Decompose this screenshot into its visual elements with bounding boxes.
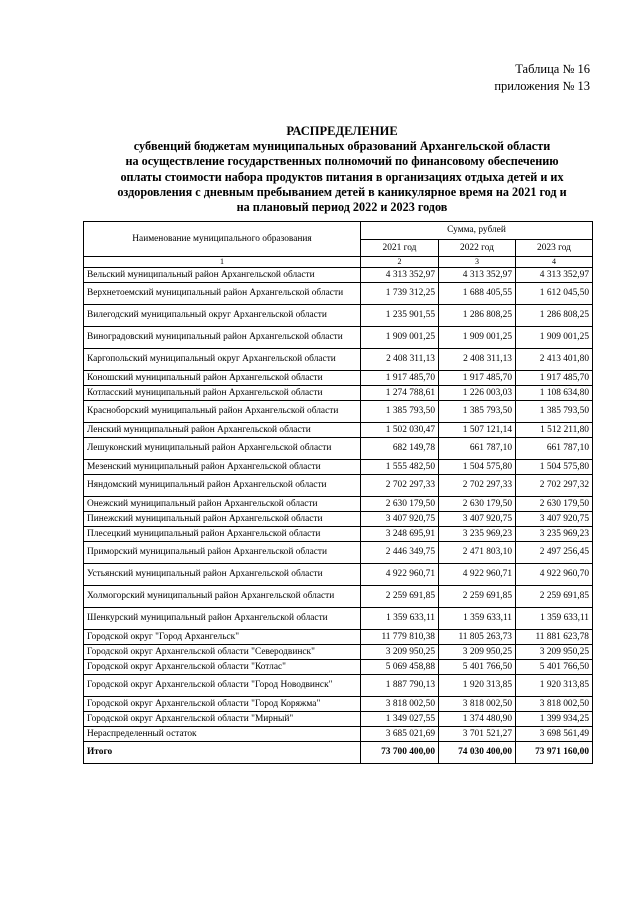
table-row: [84, 268, 593, 283]
amount-2021: 1 909 001,25: [361, 327, 439, 349]
amount-2023: 661 787,10: [516, 438, 593, 460]
total-row: [84, 742, 593, 764]
municipality-name: Красноборский муниципальный район Архангельской области: [84, 401, 361, 423]
amount-2022: 3 209 950,25: [439, 645, 516, 660]
amount-2023: 1 512 211,80: [516, 423, 593, 438]
amount-2023: 3 818 002,50: [516, 697, 593, 712]
table-row: [84, 527, 593, 542]
municipality-name: Городской округ Архангельской области "Город Коряжма": [84, 697, 361, 712]
table-row: [84, 497, 593, 512]
total-2023: 73 971 160,00: [516, 742, 593, 764]
amount-2021: 1 349 027,55: [361, 712, 439, 727]
heading-line-5: на плановый период 2022 и 2023 годов: [236, 200, 448, 215]
amount-2022: 1 909 001,25: [439, 327, 516, 349]
municipality-name: Городской округ Архангельской области "Мирный": [84, 712, 361, 727]
table-row: [84, 283, 593, 305]
distribution-table: [83, 221, 593, 764]
column-header-2023: 2023 год: [516, 239, 593, 257]
amount-2023: 2 259 691,85: [516, 586, 593, 608]
amount-2023: 1 399 934,25: [516, 712, 593, 727]
total-2021: 73 700 400,00: [361, 742, 439, 764]
table-row: [84, 438, 593, 460]
table-row: [84, 423, 593, 438]
table-row: [84, 697, 593, 712]
table-row: [84, 660, 593, 675]
amount-2021: 3 248 695,91: [361, 527, 439, 542]
municipality-name: Коношский муниципальный район Архангельской области: [84, 371, 361, 386]
column-number-4: 4: [516, 257, 593, 268]
column-number-2: 2: [361, 257, 439, 268]
municipality-name: Шенкурский муниципальный район Архангельской области: [84, 608, 361, 630]
municipality-name: Холмогорский муниципальный район Архангельской области: [84, 586, 361, 608]
amount-2021: 3 209 950,25: [361, 645, 439, 660]
municipality-name: Онежский муниципальный район Архангельской области: [84, 497, 361, 512]
amount-2022: 1 507 121,14: [439, 423, 516, 438]
amount-2021: 1 385 793,50: [361, 401, 439, 423]
municipality-name: Плесецкий муниципальный район Архангельской области: [84, 527, 361, 542]
table-row: [84, 608, 593, 630]
amount-2021: 682 149,78: [361, 438, 439, 460]
table-row: [84, 371, 593, 386]
municipality-name: Приморский муниципальный район Архангельской области: [84, 542, 361, 564]
municipality-name: Няндомский муниципальный район Архангельской области: [84, 475, 361, 497]
amount-2021: 2 408 311,13: [361, 349, 439, 371]
municipality-name: Нераспределенный остаток: [84, 727, 361, 742]
amount-2021: 3 685 021,69: [361, 727, 439, 742]
amount-2021: 4 922 960,71: [361, 564, 439, 586]
table-row: [84, 675, 593, 697]
amount-2022: 1 226 003,03: [439, 386, 516, 401]
table-row: [84, 475, 593, 497]
municipality-name: Вилегодский муниципальный округ Архангельской области: [84, 305, 361, 327]
amount-2021: 1 917 485,70: [361, 371, 439, 386]
amount-2022: 2 630 179,50: [439, 497, 516, 512]
amount-2021: 1 235 901,55: [361, 305, 439, 327]
amount-2023: 5 401 766,50: [516, 660, 593, 675]
table-row: [84, 460, 593, 475]
table-row: [84, 630, 593, 645]
table-row: [84, 305, 593, 327]
amount-2022: 1 374 480,90: [439, 712, 516, 727]
amount-2021: 1 274 788,61: [361, 386, 439, 401]
amount-2021: 2 702 297,33: [361, 475, 439, 497]
heading-line-3: оплаты стоимости набора продуктов питания в организациях отдыха детей и их: [120, 169, 564, 184]
amount-2022: 3 701 521,27: [439, 727, 516, 742]
document-heading: [68, 124, 616, 215]
table-row: [84, 645, 593, 660]
table-row: [84, 401, 593, 423]
amount-2021: 2 630 179,50: [361, 497, 439, 512]
amount-2022: 4 313 352,97: [439, 268, 516, 283]
amount-2023: 1 920 313,85: [516, 675, 593, 697]
amount-2023: 1 909 001,25: [516, 327, 593, 349]
amount-2022: 5 401 766,50: [439, 660, 516, 675]
amount-2021: 5 069 458,88: [361, 660, 439, 675]
amount-2022: 3 407 920,75: [439, 512, 516, 527]
table-row: [84, 349, 593, 371]
amount-2023: 3 407 920,75: [516, 512, 593, 527]
municipality-name: Виноградовский муниципальный район Архангельской области: [84, 327, 361, 349]
municipality-name: Верхнетоемский муниципальный район Архангельской области: [84, 283, 361, 305]
table-reference: [494, 61, 590, 95]
table-row: [84, 327, 593, 349]
amount-2023: 2 630 179,50: [516, 497, 593, 512]
document-title: РАСПРЕДЕЛЕНИЕ: [286, 124, 398, 138]
amount-2023: 2 702 297,32: [516, 475, 593, 497]
amount-2023: 1 504 575,80: [516, 460, 593, 475]
amount-2022: 1 920 313,85: [439, 675, 516, 697]
table-row: [84, 727, 593, 742]
heading-line-2: на осуществление государственных полномочий по финансовому обеспечению: [125, 154, 559, 169]
amount-2023: 4 313 352,97: [516, 268, 593, 283]
amount-2022: 4 922 960,71: [439, 564, 516, 586]
table-number: Таблица № 16: [515, 62, 590, 76]
municipality-name: Городской округ Архангельской области "Северодвинск": [84, 645, 361, 660]
amount-2022: 2 259 691,85: [439, 586, 516, 608]
column-header-name: Наименование муниципального образования: [84, 222, 361, 257]
amount-2023: 2 497 256,45: [516, 542, 593, 564]
column-header-2022: 2022 год: [439, 239, 516, 257]
municipality-name: Пинежский муниципальный район Архангельской области: [84, 512, 361, 527]
amount-2022: 3 235 969,23: [439, 527, 516, 542]
total-label: Итого: [84, 742, 361, 764]
amount-2023: 3 209 950,25: [516, 645, 593, 660]
amount-2022: 1 286 808,25: [439, 305, 516, 327]
amount-2023: 1 359 633,11: [516, 608, 593, 630]
column-header-sum: Сумма, рублей: [361, 222, 593, 240]
table-row: [84, 712, 593, 727]
amount-2022: 1 385 793,50: [439, 401, 516, 423]
appendix-number: приложения № 13: [494, 79, 590, 93]
total-2022: 74 030 400,00: [439, 742, 516, 764]
amount-2022: 1 688 405,55: [439, 283, 516, 305]
amount-2021: 11 779 810,38: [361, 630, 439, 645]
municipality-name: Каргопольский муниципальный округ Архангельской области: [84, 349, 361, 371]
amount-2022: 11 805 263,73: [439, 630, 516, 645]
amount-2021: 2 446 349,75: [361, 542, 439, 564]
amount-2023: 1 917 485,70: [516, 371, 593, 386]
amount-2023: 1 612 045,50: [516, 283, 593, 305]
municipality-name: Городской округ "Город Архангельск": [84, 630, 361, 645]
heading-line-4: оздоровления с дневным пребыванием детей в каникулярное время на 2021 год и: [117, 184, 567, 199]
amount-2021: 1 502 030,47: [361, 423, 439, 438]
table-row: [84, 386, 593, 401]
amount-2022: 2 408 311,13: [439, 349, 516, 371]
amount-2023: 1 385 793,50: [516, 401, 593, 423]
column-header-2021: 2021 год: [361, 239, 439, 257]
amount-2021: 3 818 002,50: [361, 697, 439, 712]
amount-2021: 1 739 312,25: [361, 283, 439, 305]
municipality-name: Вельский муниципальный район Архангельской области: [84, 268, 361, 283]
amount-2021: 2 259 691,85: [361, 586, 439, 608]
municipality-name: Городской округ Архангельской области "Город Новодвинск": [84, 675, 361, 697]
amount-2022: 661 787,10: [439, 438, 516, 460]
table-row: [84, 512, 593, 527]
amount-2023: 3 698 561,49: [516, 727, 593, 742]
amount-2023: 3 235 969,23: [516, 527, 593, 542]
table-row: [84, 564, 593, 586]
column-number-3: 3: [439, 257, 516, 268]
amount-2022: 1 359 633,11: [439, 608, 516, 630]
amount-2022: 2 702 297,33: [439, 475, 516, 497]
amount-2023: 1 286 808,25: [516, 305, 593, 327]
municipality-name: Городской округ Архангельской области "Котлас": [84, 660, 361, 675]
amount-2021: 1 555 482,50: [361, 460, 439, 475]
amount-2023: 4 922 960,70: [516, 564, 593, 586]
heading-line-1: субвенций бюджетам муниципальных образований Архангельской области: [133, 139, 551, 154]
amount-2023: 1 108 634,80: [516, 386, 593, 401]
table-row: [84, 542, 593, 564]
column-number-1: 1: [84, 257, 361, 268]
amount-2021: 1 887 790,13: [361, 675, 439, 697]
municipality-name: Устьянский муниципальный район Архангельской области: [84, 564, 361, 586]
table-row: [84, 586, 593, 608]
municipality-name: Ленский муниципальный район Архангельской области: [84, 423, 361, 438]
amount-2022: 1 917 485,70: [439, 371, 516, 386]
amount-2022: 2 471 803,10: [439, 542, 516, 564]
amount-2021: 4 313 352,97: [361, 268, 439, 283]
amount-2023: 11 881 623,78: [516, 630, 593, 645]
amount-2021: 3 407 920,75: [361, 512, 439, 527]
municipality-name: Лешуконский муниципальный район Архангельской области: [84, 438, 361, 460]
municipality-name: Мезенский муниципальный район Архангельской области: [84, 460, 361, 475]
amount-2021: 1 359 633,11: [361, 608, 439, 630]
amount-2022: 3 818 002,50: [439, 697, 516, 712]
amount-2023: 2 413 401,80: [516, 349, 593, 371]
municipality-name: Котласский муниципальный район Архангельской области: [84, 386, 361, 401]
amount-2022: 1 504 575,80: [439, 460, 516, 475]
